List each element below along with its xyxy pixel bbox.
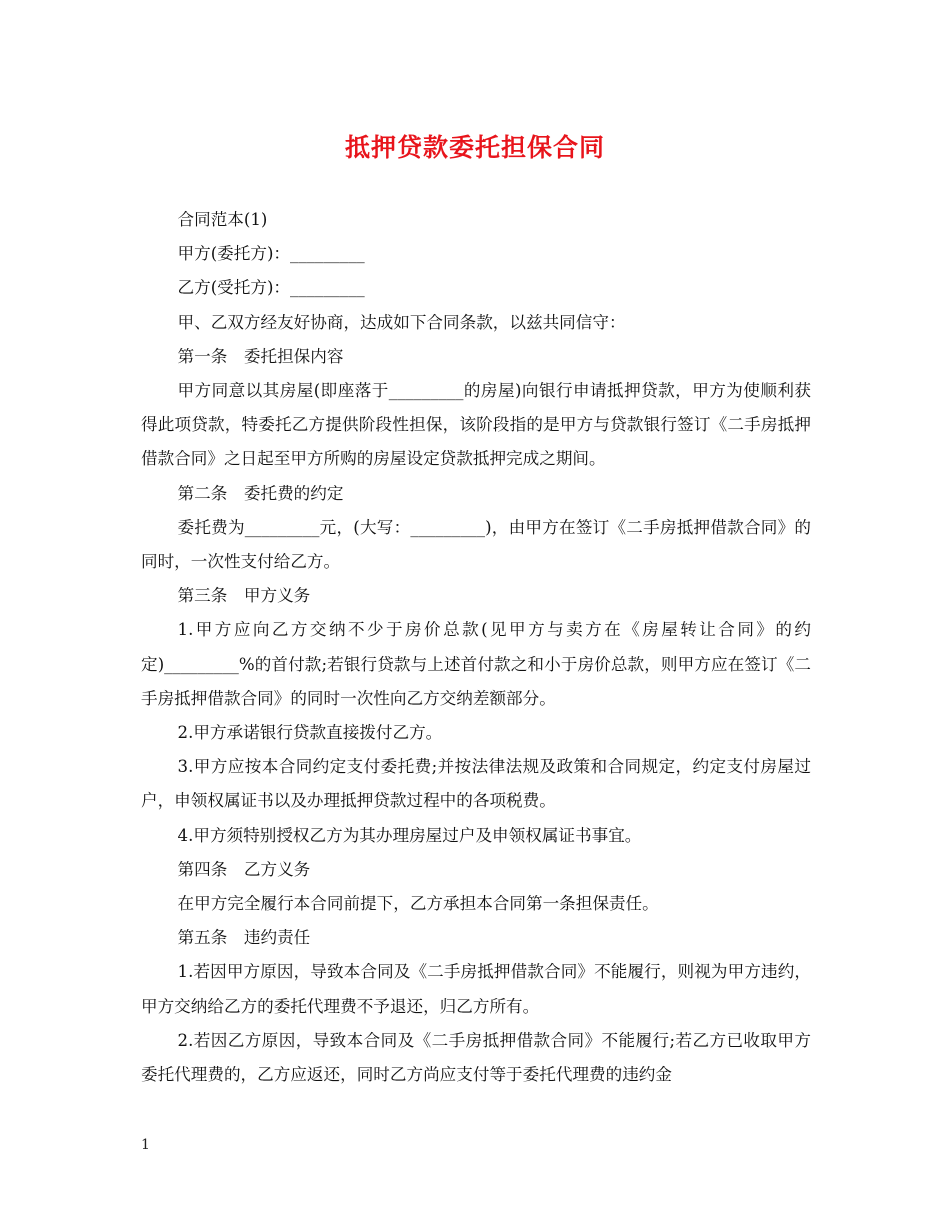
contract-template-label: 合同范本(1) (177, 210, 268, 229)
article-4-text: 在甲方完全履行本合同前提下，乙方承担本合同第一条担保责任。 (177, 894, 659, 914)
article-4-heading: 第四条 乙方义务 (177, 859, 311, 879)
article-5-item-2: 2.若因乙方原因，导致本合同及《二手房抵押借款合同》不能履行;若乙方已收取甲方委托代理费的，乙方应返还，同时乙方尚应支付等于委托代理费的违约金 (141, 1030, 811, 1085)
party-b-line: 乙方(受托方)：_________ (177, 278, 365, 298)
article-3-item-3: 3.甲方应按本合同约定支付委托费;并按法律法规及政策和合同规定，约定支付房屋过户，申领权属证书以及办理抵押贷款过程中的各项税费。 (141, 757, 811, 811)
article-3-item-4: 4.甲方须特别授权乙方为其办理房屋过户及申领权属证书事宜。 (177, 825, 642, 845)
article-3-item-1: 1.甲方应向乙方交纳不少于房价总款(见甲方与卖方在《房屋转让合同》的约定)_________%的首付款;若银行贷款与上述首付款之和小于房价总款，则甲方应在签订《二手房抵押借款合同》的同时一次性向乙方交纳差额部分。 (141, 620, 811, 708)
article-1-text: 甲方同意以其房屋(即座落于_________的房屋)向银行申请抵押贷款，甲方为使顺利获得此项贷款，特委托乙方提供阶段性担保，该阶段指的是甲方与贷款银行签订《二手房抵押借款合同》之日起至甲方所购的房屋设定贷款抵押完成之期间。 (141, 381, 811, 469)
article-5-heading: 第五条 违约责任 (177, 928, 311, 948)
page-number: 1 (141, 1137, 150, 1153)
article-3-heading: 第三条 甲方义务 (177, 586, 311, 606)
document-title: 抵押贷款委托担保合同 (344, 133, 605, 162)
article-5-item-1: 1.若因甲方原因，导致本合同及《二手房抵押借款合同》不能履行，则视为甲方违约，甲方交纳给乙方的委托代理费不予退还，归乙方所有。 (141, 962, 811, 1016)
article-1-heading: 第一条 委托担保内容 (177, 346, 344, 366)
article-2-heading: 第二条 委托费的约定 (177, 483, 344, 503)
article-3-item-2: 2.甲方承诺银行贷款直接拨付乙方。 (177, 723, 443, 743)
article-2-text: 委托费为_________元，(大写：_________)，由甲方在签订《二手房抵押借款合同》的同时，一次性支付给乙方。 (141, 517, 811, 572)
agreement-intro: 甲、乙双方经友好协商，达成如下合同条款，以兹共同信守： (177, 312, 626, 332)
party-a-line: 甲方(委托方)：_________ (177, 244, 365, 264)
contract-body (141, 203, 811, 1092)
